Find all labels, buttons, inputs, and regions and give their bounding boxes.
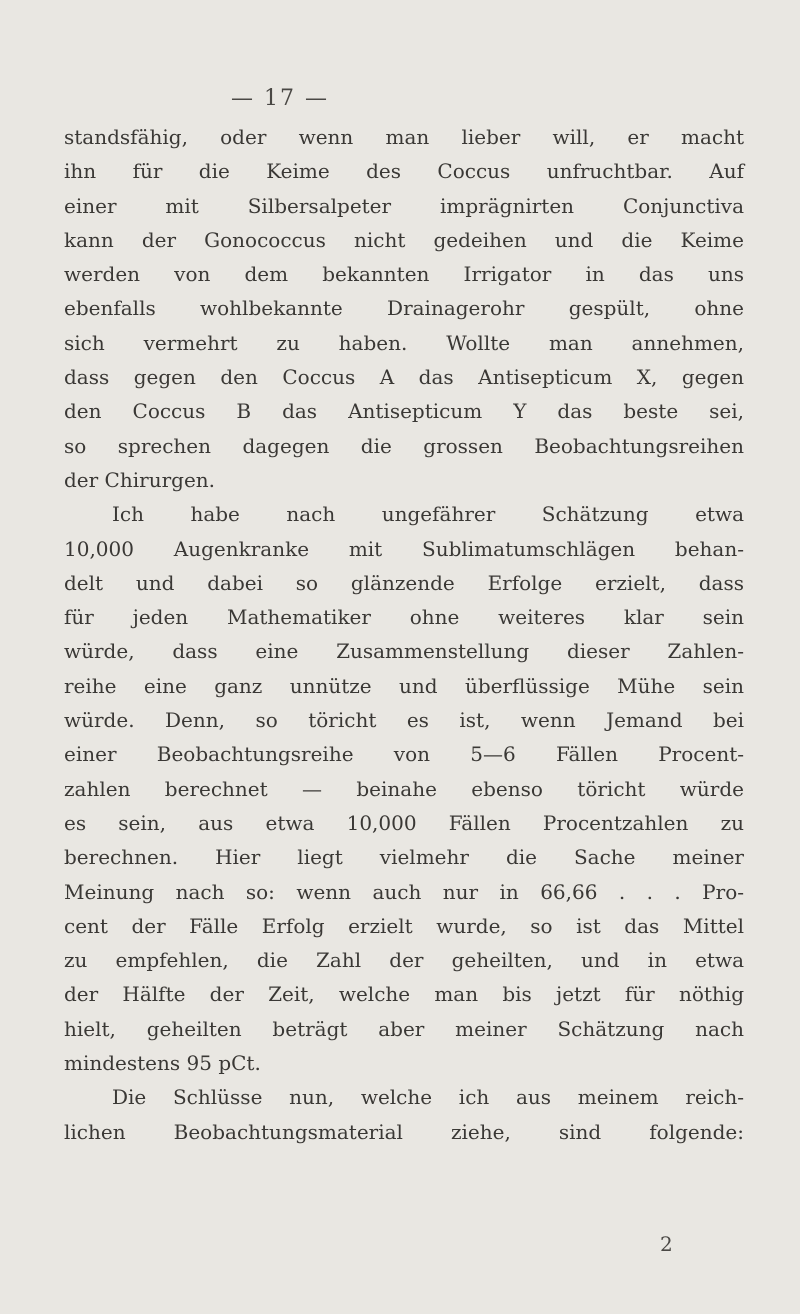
text-line: delt und dabei so glänzende Erfolge erzielt, dass (64, 570, 744, 595)
text-line: mindestens 95 pCt. (64, 1051, 261, 1076)
text-line: ebenfalls wohlbekannte Drainagerohr gespült, ohne (64, 296, 744, 321)
text-line: sich vermehrt zu haben. Wollte man annehmen, (64, 330, 744, 355)
text-line: zahlen berechnet — beinahe ebenso töricht würde (64, 776, 744, 801)
text-line: dass gegen den Coccus A das Antisepticum X, gegen (64, 365, 744, 390)
text-line: der Hälfte der Zeit, welche man bis jetzt für nöthig (64, 982, 744, 1007)
text-line: würde, dass eine Zusammenstellung dieser Zahlen- (64, 639, 744, 664)
text-line: cent der Fälle Erfolg erzielt wurde, so ist das Mittel (64, 913, 744, 938)
body-text (64, 120, 744, 1149)
text-line: einer mit Silbersalpeter imprägnirten Conjunctiva (64, 193, 744, 218)
signature-mark: 2 (660, 1232, 673, 1256)
text-line: hielt, geheilten beträgt aber meiner Schätzung nach (64, 1016, 744, 1041)
text-line: standsfähig, oder wenn man lieber will, er macht (64, 125, 744, 149)
text-line: 10,000 Augenkranke mit Sublimatumschlägen behan- (64, 536, 744, 561)
text-line: den Coccus B das Antisepticum Y das beste sei, (64, 399, 744, 424)
text-line: zu empfehlen, die Zahl der geheilten, und in etwa (64, 948, 744, 973)
text-line: berechnen. Hier liegt vielmehr die Sache meiner (64, 845, 744, 870)
text-line: es sein, aus etwa 10,000 Fällen Procentzahlen zu (64, 810, 744, 835)
text-line: so sprechen dagegen die grossen Beobachtungsreihen (64, 433, 744, 458)
text-line: reihe eine ganz unnütze und überflüssige Mühe sein (64, 673, 744, 698)
text-line: lichen Beobachtungsmaterial ziehe, sind folgende: (64, 1119, 744, 1144)
text-line: für jeden Mathematiker ohne weiteres klar sein (64, 605, 744, 630)
text-line: Ich habe nach ungefährer Schätzung etwa (112, 502, 744, 527)
text-line: einer Beobachtungsreihe von 5—6 Fällen Procent- (64, 742, 744, 767)
text-line: der Chirurgen. (64, 467, 216, 492)
text-line: Die Schlüsse nun, welche ich aus meinem reich- (112, 1085, 744, 1110)
text-line: Meinung nach so: wenn auch nur in 66,66 . . . Pro- (64, 879, 744, 904)
page-number: — 17 — (231, 86, 329, 111)
text-line: würde. Denn, so töricht es ist, wenn Jemand bei (64, 708, 744, 733)
text-line: kann der Gonococcus nicht gedeihen und die Keime (64, 227, 744, 252)
text-line: ihn für die Keime des Coccus unfruchtbar. Auf (64, 159, 744, 184)
text-line: werden von dem bekannten Irrigator in das uns (64, 262, 744, 287)
